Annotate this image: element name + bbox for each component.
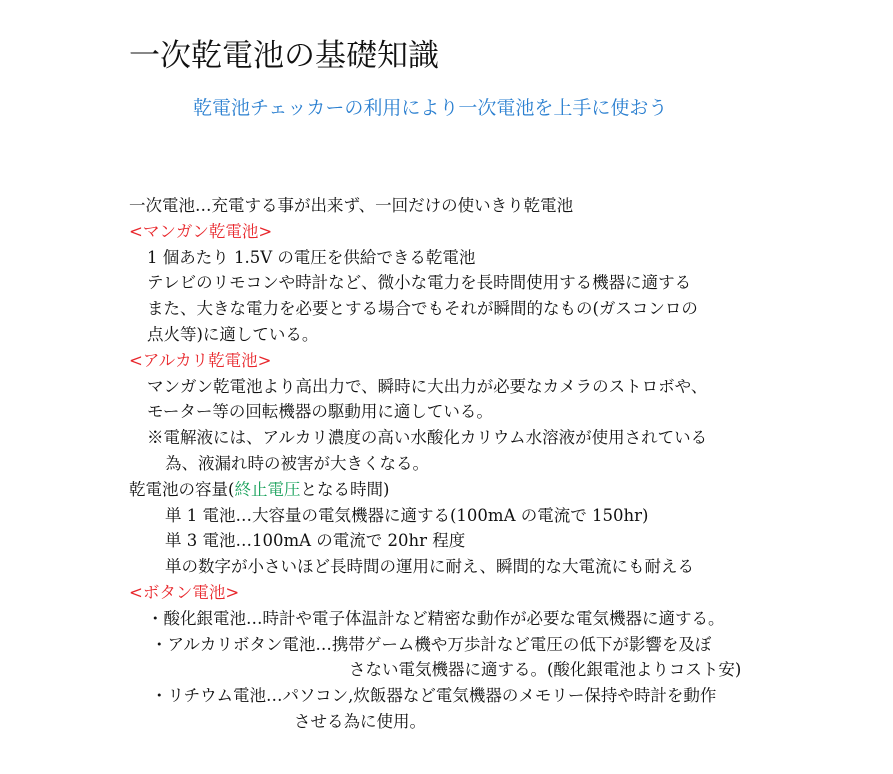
alkaline-line-1: マンガン乾電池より高出力で、瞬時に大出力が必要なカメラのストロボや、 — [147, 376, 708, 396]
capacity-line-3: 単の数字が小さいほど長時間の運用に耐え、瞬間的な大電流にも耐える — [165, 557, 694, 577]
page-title: 一次乾電池の基礎知識 — [129, 38, 439, 74]
capacity-line-1: 単 1 電池…大容量の電気機器に適する(100mA の電流で 150hr) — [165, 505, 649, 525]
silver-oxide-line: ・酸化銀電池…時計や電子体温計など精密な動作が必要な電気機器に適する。 — [147, 608, 725, 628]
alkaline-line-3: ※電解液には、アルカリ濃度の高い水酸化カリウム水溶液が使用されている — [147, 428, 708, 448]
alkaline-note-continuation: 為、液漏れ時の被害が大きくなる。 — [165, 453, 429, 473]
capacity-heading — [129, 477, 869, 503]
manganese-line-3: また、大きな電力を必要とする場合でもそれが瞬間的なもの(ガスコンロの — [147, 299, 698, 319]
lithium-continuation: させる為に使用。 — [294, 711, 426, 731]
lithium-line: ・リチウム電池…パソコン,炊飯器など電気機器のメモリー保持や時計を動作 — [151, 686, 717, 706]
manganese-line-2: テレビのリモコンや時計など、微小な電力を長時間使用する機器に適する — [147, 273, 692, 293]
page-subtitle: 乾電池チェッカーの利用により一次電池を上手に使おう — [193, 97, 668, 119]
button-heading: <ボタン電池> — [129, 582, 240, 602]
alkaline-heading: <アルカリ乾電池> — [129, 350, 272, 370]
document-body — [129, 193, 869, 735]
capacity-prefix: 乾電池の容量( — [129, 479, 235, 499]
capacity-suffix: となる時間) — [300, 479, 390, 499]
alkaline-line-2: モーター等の回転機器の駆動用に適している。 — [147, 402, 493, 422]
manganese-line-4: 点火等)に適している。 — [147, 324, 319, 344]
intro-line: 一次電池…充電する事が出来ず、一回だけの使いきり乾電池 — [129, 196, 574, 215]
alkaline-button-continuation: さない電気機器に適する。(酸化銀電池よりコスト安) — [349, 660, 742, 680]
capacity-highlight: 終止電圧 — [234, 479, 301, 499]
capacity-line-2: 単 3 電池…100mA の電流で 20hr 程度 — [165, 531, 466, 551]
manganese-line-1: 1 個あたり 1.5V の電圧を供給できる乾電池 — [147, 247, 476, 267]
manganese-heading: <マンガン乾電池> — [129, 221, 273, 241]
alkaline-button-line: ・アルカリボタン電池…携帯ゲーム機や万歩計など電圧の低下が影響を及ぼ — [151, 634, 712, 654]
